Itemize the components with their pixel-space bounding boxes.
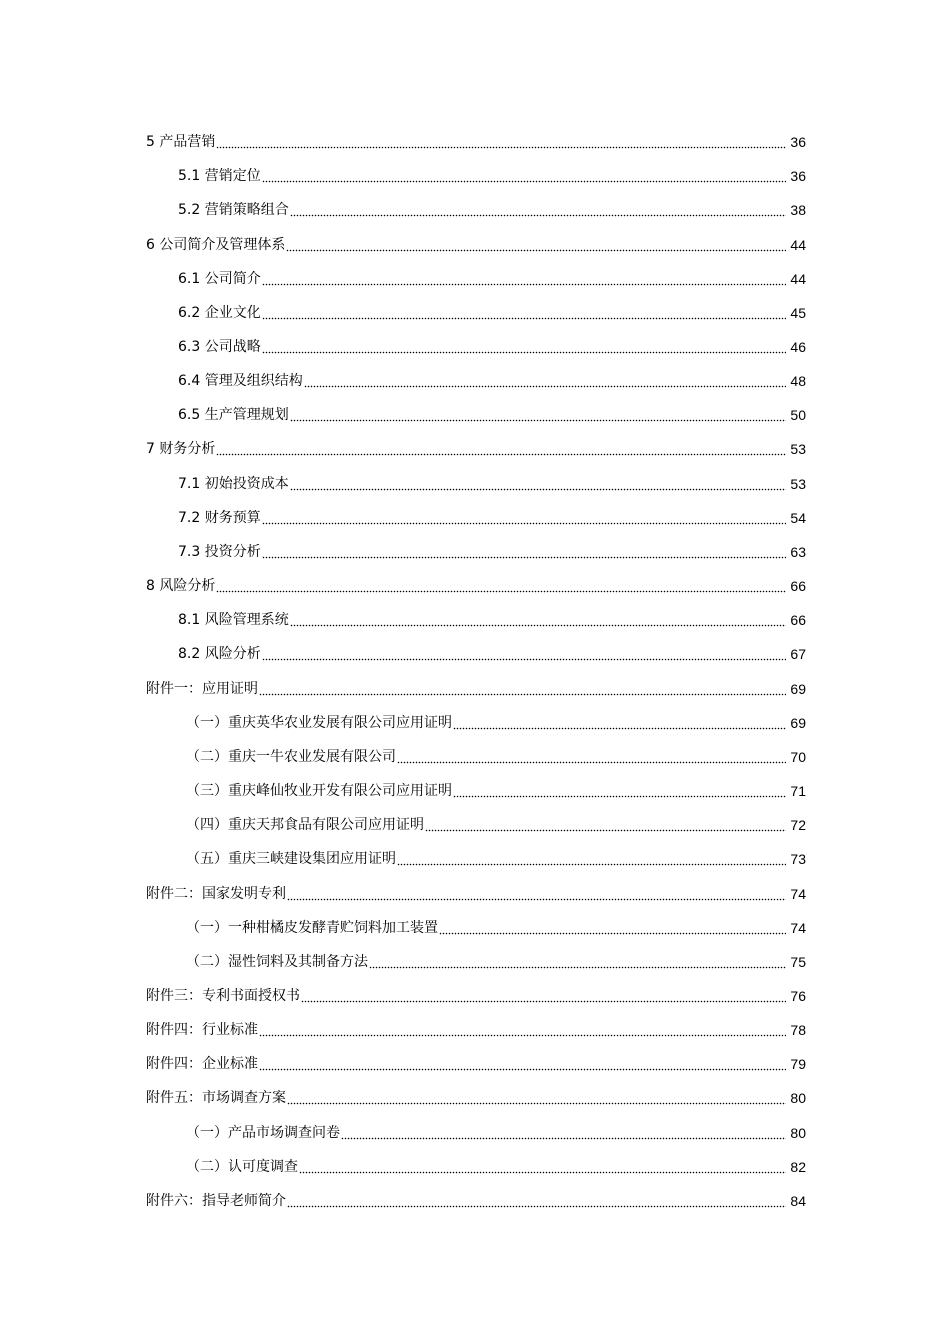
toc-entry-page-number: 36: [790, 168, 806, 185]
toc-entry-page-number: 72: [790, 817, 806, 834]
toc-entry[interactable]: [146, 706, 806, 740]
toc-entry-title: 8 风险分析: [146, 578, 216, 595]
dot-leader: [262, 543, 786, 563]
toc-entry[interactable]: [146, 467, 806, 501]
toc-entry-title: 6.5 生产管理规划: [178, 407, 289, 424]
dot-leader: [397, 748, 786, 768]
toc-entry-page-number: 38: [790, 202, 806, 219]
toc-entry-title: （二）湿性饲料及其制备方法: [186, 953, 368, 970]
toc-entry-page-number: 82: [790, 1158, 806, 1175]
toc-entry-page-number: 76: [790, 987, 806, 1004]
toc-entry-page-number: 74: [790, 919, 806, 936]
dot-leader: [299, 1158, 786, 1178]
dot-leader: [262, 509, 786, 529]
toc-entry-page-number: 66: [790, 578, 806, 595]
dot-leader: [341, 1124, 786, 1144]
toc-entry[interactable]: [146, 296, 806, 330]
dot-leader: [425, 816, 786, 836]
toc-entry[interactable]: [146, 1081, 806, 1115]
dot-leader: [259, 1021, 786, 1041]
toc-entry-title: 附件五：市场调查方案: [146, 1090, 286, 1107]
toc-entry[interactable]: [146, 364, 806, 398]
toc-entry[interactable]: [146, 432, 806, 466]
dot-leader: [397, 850, 786, 870]
toc-entry-title: 6 公司简介及管理体系: [146, 236, 286, 253]
dot-leader: [286, 236, 786, 256]
toc-entry[interactable]: [146, 808, 806, 842]
dot-leader: [262, 270, 786, 290]
toc-entry-title: （一）产品市场调查问卷: [186, 1124, 340, 1141]
toc-entry[interactable]: [146, 330, 806, 364]
toc-entry-title: 6.2 企业文化: [178, 304, 261, 321]
toc-entry-title: 7.3 投资分析: [178, 543, 261, 560]
toc-entry[interactable]: [146, 1116, 806, 1150]
dot-leader: [301, 987, 786, 1007]
toc-entry-page-number: 46: [790, 339, 806, 356]
toc-entry-page-number: 45: [790, 304, 806, 321]
dot-leader: [216, 577, 786, 597]
dot-leader: [290, 475, 786, 495]
toc-entry[interactable]: [146, 227, 806, 261]
toc-entry-title: 附件三：专利书面授权书: [146, 987, 300, 1004]
dot-leader: [216, 133, 786, 153]
table-of-contents: [146, 125, 806, 1218]
toc-entry[interactable]: [146, 842, 806, 876]
toc-entry[interactable]: [146, 979, 806, 1013]
toc-entry-title: （四）重庆天邦食品有限公司应用证明: [186, 817, 424, 834]
toc-entry-title: 附件四：企业标准: [146, 1056, 258, 1073]
toc-entry-page-number: 36: [790, 134, 806, 151]
dot-leader: [304, 372, 786, 392]
toc-entry-page-number: 50: [790, 407, 806, 424]
toc-entry-page-number: 84: [790, 1192, 806, 1209]
toc-entry-page-number: 53: [790, 441, 806, 458]
toc-entry[interactable]: [146, 1184, 806, 1218]
toc-entry-page-number: 73: [790, 851, 806, 868]
toc-entry[interactable]: [146, 125, 806, 159]
toc-entry[interactable]: [146, 193, 806, 227]
dot-leader: [262, 304, 786, 324]
dot-leader: [262, 167, 786, 187]
dot-leader: [262, 645, 786, 665]
toc-entry[interactable]: [146, 159, 806, 193]
dot-leader: [290, 611, 786, 631]
dot-leader: [216, 440, 786, 460]
toc-entry-title: 5.1 营销定位: [178, 168, 261, 185]
toc-entry-page-number: 63: [790, 543, 806, 560]
toc-entry-title: 7 财务分析: [146, 441, 216, 458]
toc-entry[interactable]: [146, 876, 806, 910]
toc-entry[interactable]: [146, 911, 806, 945]
dot-leader: [453, 782, 786, 802]
toc-entry[interactable]: [146, 603, 806, 637]
toc-entry-title: （五）重庆三峡建设集团应用证明: [186, 851, 396, 868]
toc-entry[interactable]: [146, 535, 806, 569]
dot-leader: [262, 338, 786, 358]
dot-leader: [287, 1192, 786, 1212]
dot-leader: [453, 714, 786, 734]
toc-entry-page-number: 80: [790, 1124, 806, 1141]
toc-entry-page-number: 44: [790, 270, 806, 287]
toc-entry-page-number: 44: [790, 236, 806, 253]
toc-entry-page-number: 53: [790, 475, 806, 492]
dot-leader: [287, 885, 786, 905]
toc-entry-title: 7.1 初始投资成本: [178, 475, 289, 492]
toc-entry-title: 8.2 风险分析: [178, 646, 261, 663]
toc-entry-title: 5 产品营销: [146, 134, 216, 151]
dot-leader: [259, 1055, 786, 1075]
toc-entry-page-number: 74: [790, 885, 806, 902]
dot-leader: [259, 680, 786, 700]
toc-entry-title: 6.1 公司简介: [178, 270, 261, 287]
toc-entry-title: （三）重庆峰仙牧业开发有限公司应用证明: [186, 783, 452, 800]
toc-entry-page-number: 69: [790, 714, 806, 731]
toc-entry[interactable]: [146, 569, 806, 603]
toc-entry-title: 附件二：国家发明专利: [146, 885, 286, 902]
toc-entry-page-number: 75: [790, 953, 806, 970]
toc-entry[interactable]: [146, 672, 806, 706]
dot-leader: [369, 953, 786, 973]
toc-entry-page-number: 67: [790, 646, 806, 663]
toc-entry-page-number: 66: [790, 612, 806, 629]
toc-entry-title: 附件一：应用证明: [146, 680, 258, 697]
toc-entry-title: 附件六：指导老师简介: [146, 1192, 286, 1209]
toc-entry-page-number: 70: [790, 748, 806, 765]
toc-entry-title: （二）重庆一牛农业发展有限公司: [186, 748, 396, 765]
toc-entry[interactable]: [146, 1013, 806, 1047]
dot-leader: [287, 1089, 786, 1109]
toc-entry-title: 6.4 管理及组织结构: [178, 373, 303, 390]
toc-entry-page-number: 54: [790, 509, 806, 526]
toc-entry[interactable]: [146, 1047, 806, 1081]
toc-entry-page-number: 79: [790, 1056, 806, 1073]
toc-entry-page-number: 48: [790, 373, 806, 390]
toc-entry-page-number: 78: [790, 1022, 806, 1039]
toc-entry-title: 附件四：行业标准: [146, 1022, 258, 1039]
toc-entry-title: 8.1 风险管理系统: [178, 612, 289, 629]
toc-entry-title: （一）一种柑橘皮发酵青贮饲料加工装置: [186, 919, 438, 936]
toc-entry[interactable]: [146, 501, 806, 535]
toc-entry-title: 5.2 营销策略组合: [178, 202, 289, 219]
toc-entry[interactable]: [146, 398, 806, 432]
toc-entry[interactable]: [146, 740, 806, 774]
toc-entry[interactable]: [146, 774, 806, 808]
toc-entry-page-number: 80: [790, 1090, 806, 1107]
toc-entry[interactable]: [146, 637, 806, 671]
dot-leader: [290, 406, 786, 426]
toc-entry-title: 6.3 公司战略: [178, 339, 261, 356]
toc-entry[interactable]: [146, 1150, 806, 1184]
toc-entry-page-number: 71: [790, 783, 806, 800]
dot-leader: [439, 919, 786, 939]
dot-leader: [290, 201, 786, 221]
toc-entry[interactable]: [146, 262, 806, 296]
toc-entry-title: （一）重庆英华农业发展有限公司应用证明: [186, 714, 452, 731]
toc-entry-title: 7.2 财务预算: [178, 509, 261, 526]
toc-entry[interactable]: [146, 945, 806, 979]
toc-entry-title: （二）认可度调查: [186, 1158, 298, 1175]
toc-entry-page-number: 69: [790, 680, 806, 697]
